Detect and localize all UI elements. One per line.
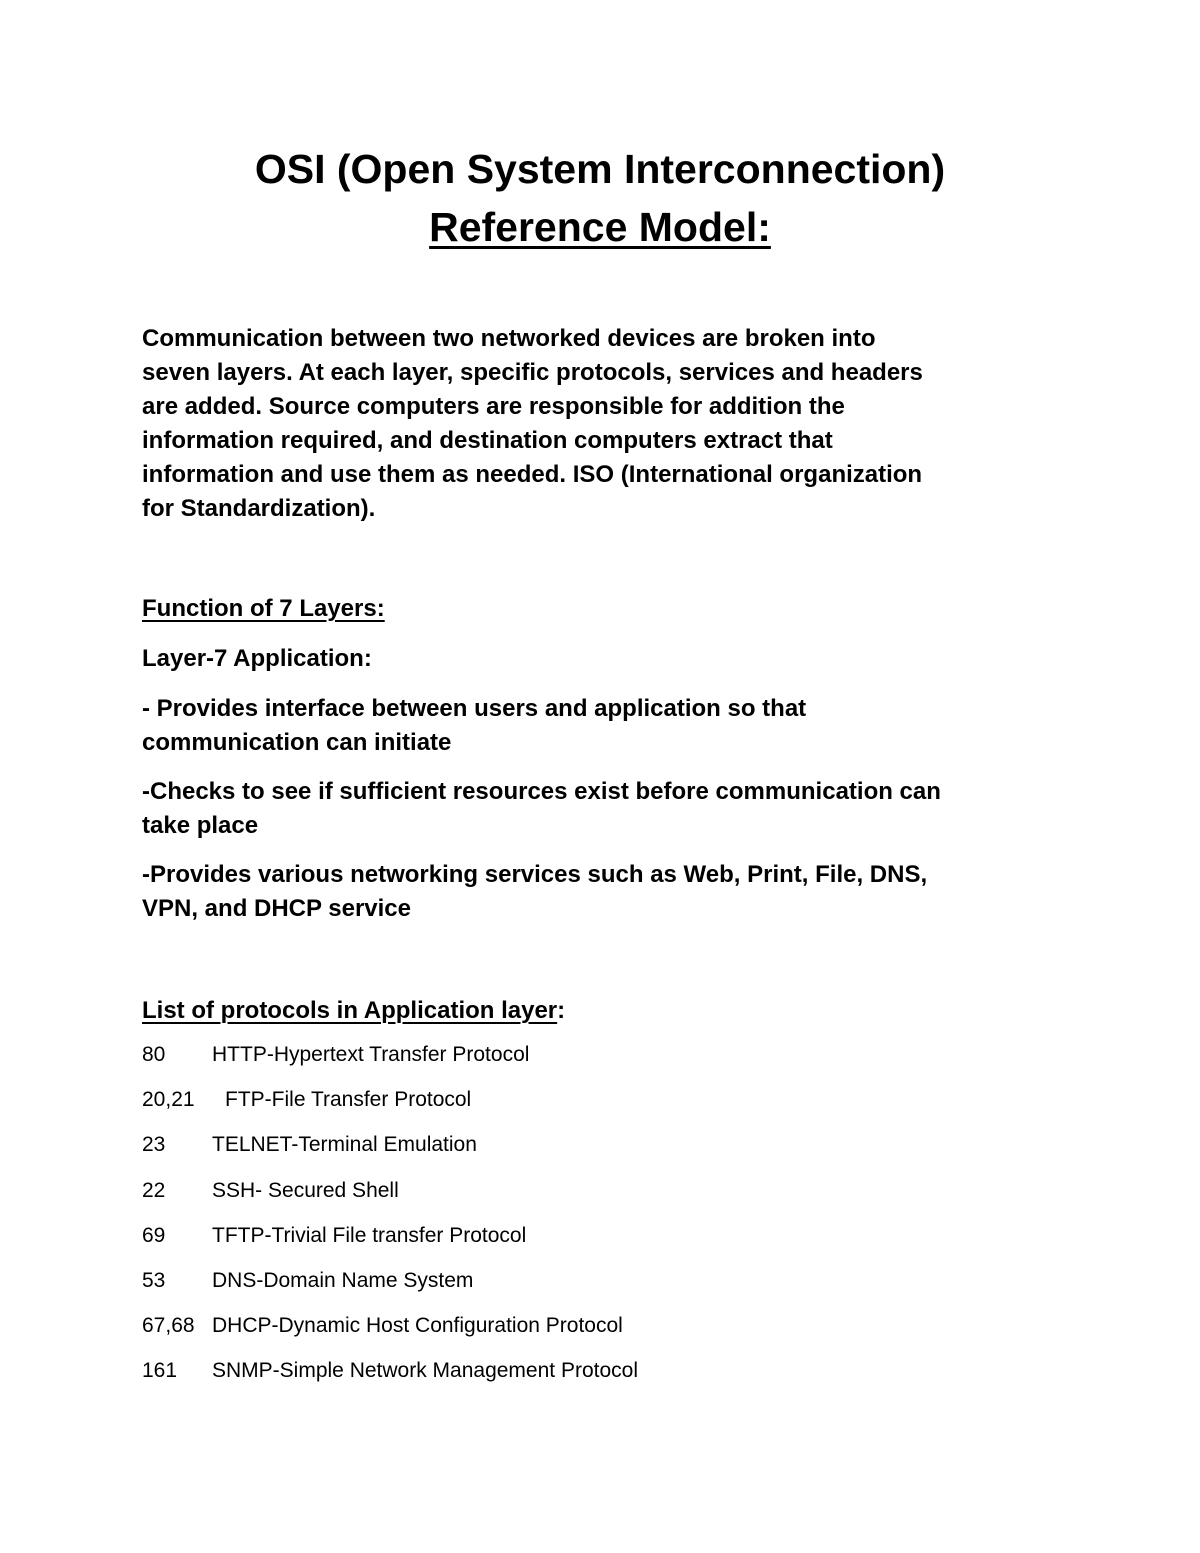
functions-heading: Function of 7 Layers: <box>142 595 385 622</box>
protocol-port: 53 <box>142 1268 166 1292</box>
protocol-name: HTTP-Hypertext Transfer Protocol <box>212 1043 530 1066</box>
bullet-item <box>142 858 1082 926</box>
intro-line: information and use them as needed. ISO (International organization <box>142 461 923 488</box>
layer7-bullet-list <box>142 692 1082 941</box>
title-line-1: OSI (Open System Interconnection) <box>254 146 946 192</box>
layer7-heading: Layer-7 Application: <box>142 645 372 672</box>
bullet-item <box>142 775 1082 843</box>
protocol-name: DNS-Domain Name System <box>212 1268 474 1292</box>
protocol-name: TELNET-Terminal Emulation <box>212 1133 477 1157</box>
protocol-port: 20,21 <box>142 1088 195 1112</box>
protocol-name: TFTP-Trivial File transfer Protocol <box>212 1223 527 1247</box>
protocol-row <box>142 1040 942 1085</box>
protocols-heading-colon: : <box>557 997 566 1024</box>
protocol-row <box>142 1085 942 1130</box>
protocol-port: 22 <box>142 1178 166 1202</box>
protocol-port: 69 <box>142 1223 166 1247</box>
protocol-port: 23 <box>142 1133 166 1157</box>
bullet-line: -Checks to see if sufficient resources exist before communication can <box>142 778 941 805</box>
bullet-line: VPN, and DHCP service <box>142 895 412 922</box>
intro-line: Communication between two networked devices are broken into <box>142 325 876 352</box>
title-block <box>0 140 1200 256</box>
protocol-row <box>142 1176 942 1221</box>
protocol-name: FTP-File Transfer Protocol <box>225 1088 472 1112</box>
intro-line: are added. Source computers are responsible for addition the <box>142 393 845 420</box>
bullet-item <box>142 692 1082 760</box>
protocol-row <box>142 1221 942 1266</box>
intro-line: information required, and destination computers extract that <box>142 427 833 454</box>
protocol-name: SSH- Secured Shell <box>212 1178 399 1202</box>
protocols-heading <box>142 994 565 1028</box>
protocol-port: 67,68 <box>142 1314 195 1338</box>
bullet-line: take place <box>142 812 259 839</box>
intro-line: seven layers. At each layer, specific protocols, services and headers <box>142 359 923 386</box>
protocol-list <box>142 1040 942 1402</box>
protocols-heading-text: List of protocols in Application layer <box>142 997 558 1024</box>
protocol-row <box>142 1356 942 1401</box>
protocol-name: SNMP-Simple Network Management Protocol <box>212 1359 638 1383</box>
bullet-line: - Provides interface between users and application so that <box>142 695 807 722</box>
protocol-port: 80 <box>142 1043 166 1066</box>
intro-line: for Standardization). <box>142 495 376 522</box>
bullet-line: communication can initiate <box>142 729 452 756</box>
protocol-row <box>142 1130 942 1175</box>
intro-paragraph <box>142 322 1072 526</box>
bullet-line: -Provides various networking services such as Web, Print, File, DNS, <box>142 861 928 888</box>
protocol-port: 161 <box>142 1359 178 1383</box>
title-line-2: Reference Model: <box>429 204 771 250</box>
protocol-name: DHCP-Dynamic Host Configuration Protocol <box>212 1314 623 1338</box>
protocol-row <box>142 1311 942 1356</box>
protocol-row <box>142 1266 942 1311</box>
